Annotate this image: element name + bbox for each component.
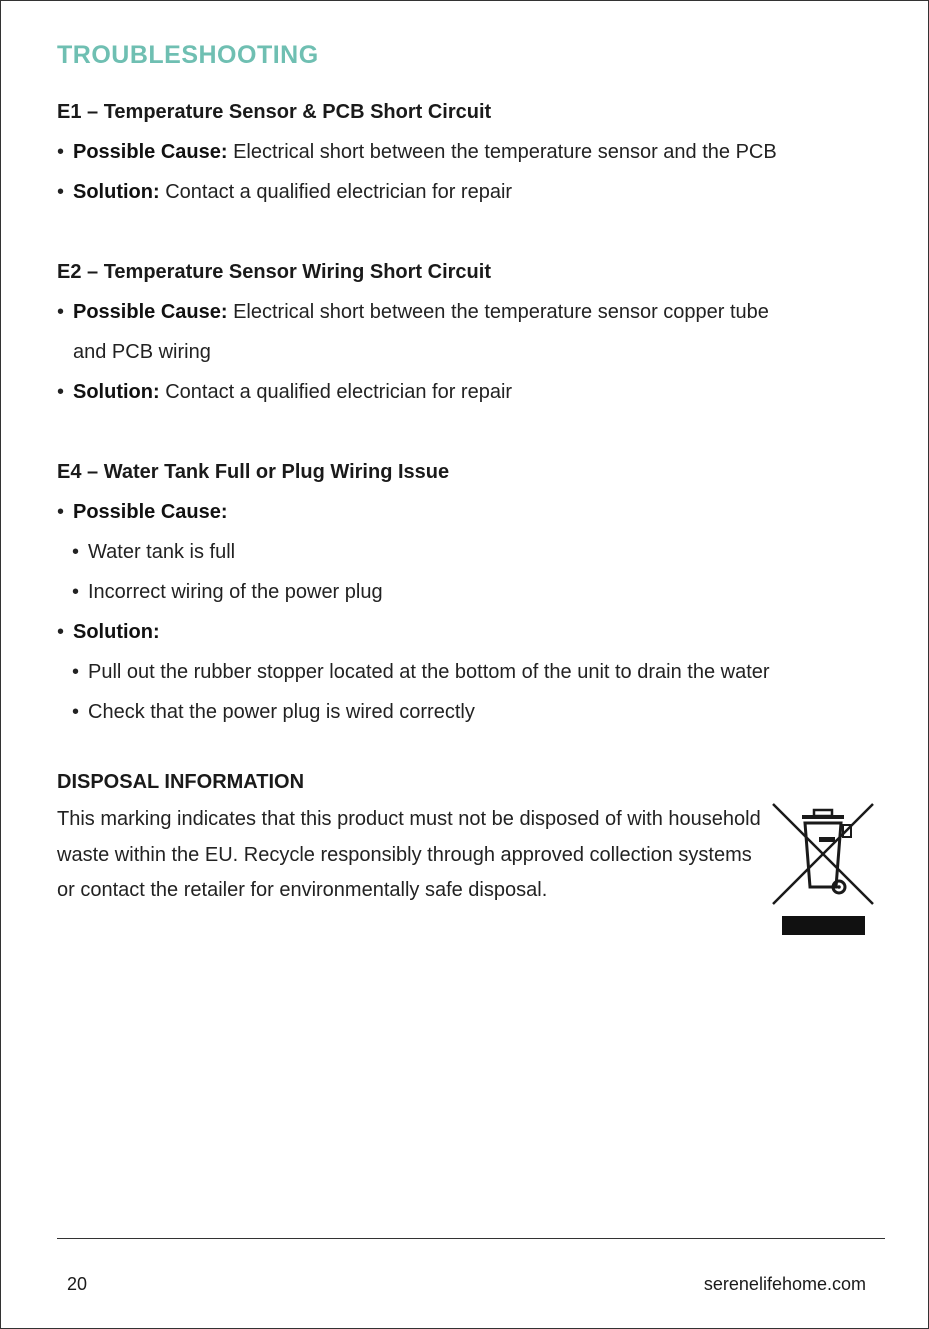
footer-divider: [57, 1238, 885, 1239]
e1-solution-text: Contact a qualified electrician for repair: [159, 181, 513, 203]
e1-solution: [57, 181, 512, 204]
e4-cause-item: [72, 581, 383, 604]
bullet: •: [57, 621, 65, 643]
website-url: serenelifehome.com: [703, 1274, 866, 1294]
e1-cause-label: Possible Cause:: [73, 141, 228, 163]
e4-cause-item-text: Water tank is full: [88, 541, 236, 563]
e4-solution-item: [72, 701, 475, 724]
e4-solution-item-text: Pull out the rubber stopper located at the bottom of the unit to drain the water: [88, 661, 770, 683]
bullet: •: [72, 701, 80, 723]
e2-solution-label: Solution:: [73, 381, 160, 403]
bullet: •: [72, 661, 80, 683]
e2-cause: [57, 301, 769, 324]
e4-solution-item-text: Check that the power plug is wired correctly: [88, 701, 475, 723]
bullet: •: [57, 501, 65, 523]
e4-cause-item-text: Incorrect wiring of the power plug: [88, 581, 383, 603]
e4-solution-item: [72, 661, 770, 684]
e1-solution-label: Solution:: [73, 181, 160, 203]
e4-cause: [57, 501, 228, 524]
page-title: TROUBLESHOOTING: [57, 41, 319, 69]
weee-crossed-bin-icon: [769, 801, 877, 939]
bullet: •: [72, 581, 80, 603]
e1-cause: [57, 141, 777, 164]
disposal-text: This marking indicates that this product must not be disposed of with household waste within the EU. Recycle responsibly through approved collection systems or contact the retailer for environmentally safe disposal.: [57, 808, 761, 901]
e4-cause-item: [72, 541, 235, 564]
e4-solution: [57, 621, 160, 644]
bullet: •: [72, 541, 80, 563]
bullet: •: [57, 181, 65, 203]
page-number: 20: [67, 1274, 88, 1294]
e2-cause-continued: and PCB wiring: [73, 341, 211, 363]
bullet: •: [57, 301, 65, 323]
e2-heading: E2 – Temperature Sensor Wiring Short Circuit: [57, 261, 491, 283]
bullet: •: [57, 141, 65, 163]
e1-cause-text: Electrical short between the temperature sensor and the PCB: [227, 141, 777, 163]
e2-solution-text: Contact a qualified electrician for repair: [159, 381, 513, 403]
e2-solution: [57, 381, 512, 404]
bullet: •: [57, 381, 65, 403]
disposal-heading: DISPOSAL INFORMATION: [57, 771, 305, 793]
e4-heading: E4 – Water Tank Full or Plug Wiring Issue: [57, 461, 450, 483]
e4-cause-label: Possible Cause:: [73, 501, 228, 523]
e4-solution-label: Solution:: [73, 621, 160, 643]
e1-heading: E1 – Temperature Sensor & PCB Short Circuit: [57, 101, 492, 123]
e2-cause-text: Electrical short between the temperature sensor copper tube: [227, 301, 769, 323]
e2-cause-label: Possible Cause:: [73, 301, 228, 323]
